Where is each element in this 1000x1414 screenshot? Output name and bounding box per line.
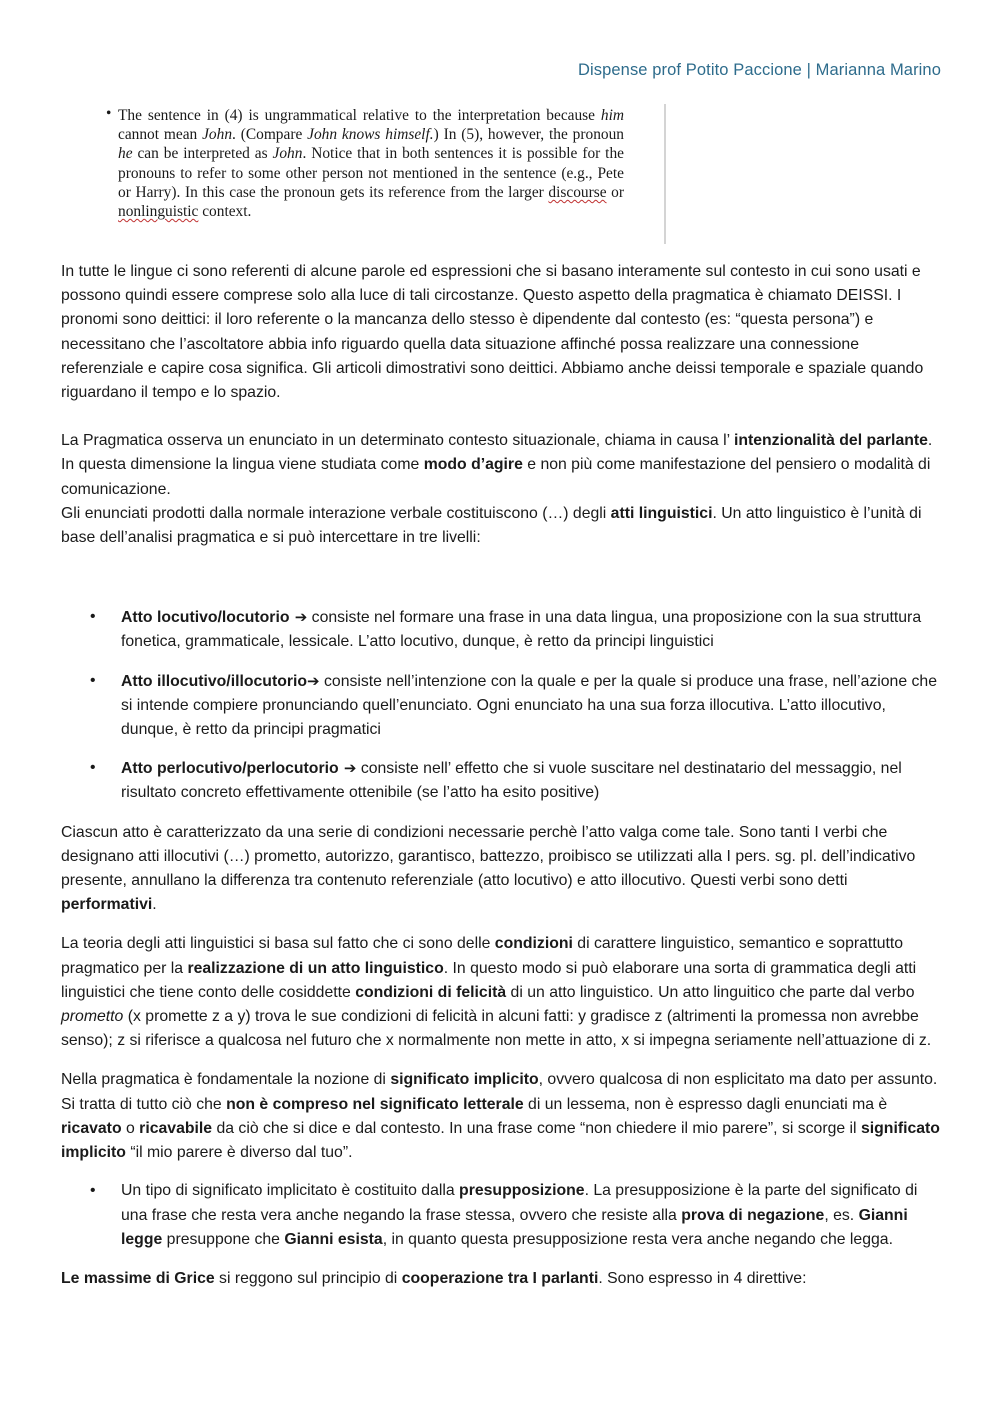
page-header: Dispense prof Potito Paccione | Marianna Marino: [577, 61, 941, 79]
list-item-presupposizione: • Un tipo di significato implicitato è costituito dalla presupposizione. La presupposizione è la parte del significato di una frase che resta vera anche negando la frase stessa, ovvero che resiste alla prova di negazione, es. Gianni legge presuppone che Gianni esista, in quanto questa presupposizione resta vera anche negando che legga.: [61, 1179, 941, 1252]
paragraph-deissi: In tutte le lingue ci sono referenti di alcune parole ed espressioni che si basano interamente sul contesto in cui sono usati e possono quindi essere comprese solo alla luce di tali circostanze. Questo aspetto della pragmatica è chiamato DEISSI. I pronomi sono deittici: il loro referente o la mancanza dello stesso è dipendente dal contesto (es: “questa persona”) e necessitano che l’ascoltatore abbia info riguardo quella data situazione affinché possa realizzare una connessione referenziale e capire cosa significa. Gli articoli dimostrativi sono deittici. Abbiamo anche deissi temporale e spaziale quando riguardano il tempo e lo spazio.: [61, 263, 924, 402]
paragraph-massime-grice: Le massime di Grice si reggono sul principio di cooperazione tra I parlanti. Sono espresso in 4 direttive:: [61, 1269, 807, 1287]
arrow-right-icon: ➔: [307, 671, 320, 690]
paragraph-pragmatica: La Pragmatica osserva un enunciato in un determinato contesto situazionale, chiama in causa l’ intenzionalità del parlante. In questa dimensione la lingua viene studiata come modo d’agire e non più come manifestazione del pensiero o modalità di comunicazione.: [61, 432, 933, 498]
paragraph-significato-implicito: Nella pragmatica è fondamentale la nozione di significato implicito, ovvero qualcosa di non esplicitato ma dato per assunto. Si tratta di tutto ciò che non è compreso nel significato letterale di un lessema, non è espresso dagli enunciati ma è ricavato o ricavabile da ciò che si dice e dal contesto. In una frase come “non chiedere il mio parere”, si scorge il significato implicito “il mio parere è diverso dal tuo”.: [61, 1071, 940, 1162]
list-item-atto-locutivo: • Atto locutivo/locutorio ➔ consiste nel formare una frase in una data lingua, una proposizione con la sua struttura fonetica, grammaticale, lessicale. L’atto locutivo, dunque, è retto da principi linguistici: [61, 605, 941, 654]
paragraph-performativi: Ciascun atto è caratterizzato da una serie di condizioni necessarie perchè l’atto valga come tale. Sono tanti I verbi che designano atti illocutivi (…) prometto, autorizzo, garantisco, battezzo, proibisco se utilizzati alla I pers. sg. pl. dell’indicativo presente, annullano la differenza tra contenuto referenziale (atto locutivo) e atto illocutivo. Questi verbi sono detti performativi.: [61, 823, 916, 914]
spellcheck-underline: discourse: [548, 183, 607, 201]
atti-list: [61, 605, 941, 805]
bullet: •: [90, 759, 96, 777]
bullet: •: [90, 671, 96, 689]
excerpt-text: The sentence in (4) is ungrammatical relative to the interpretation because him cannot mean John. (Compare John knows himself.) In (5), however, the pronoun he can be interpreted as John. Notice that in both sentences it is possible for the pronouns to refer to some other person not mentioned in the sentence (e.g., Pete or Harry). In this case the pronoun gets its reference from the larger discourse or nonlinguistic context.: [118, 107, 624, 221]
arrow-right-icon: ➔: [289, 608, 308, 627]
bullet: •: [90, 608, 96, 626]
presupposizione-list: [61, 1179, 941, 1252]
paragraph-atti-linguistici: Gli enunciati prodotti dalla normale interazione verbale costituiscono (…) degli atti linguistici. Un atto linguistico è l’unità di base dell’analisi pragmatica e si può intercettare in tre livelli:: [61, 504, 922, 547]
document-body: [61, 260, 941, 1291]
bullet: •: [90, 1182, 96, 1200]
spellcheck-underline: nonlinguistic: [118, 203, 199, 221]
paragraph-condizioni-felicita: La teoria degli atti linguistici si basa sul fatto che ci sono delle condizioni di carattere linguistico, semantico e soprattutto pragmatico per la realizzazione di un atto linguistico. In questo modo si può elaborare una sorta di grammatica degli atti linguistici che tiene conto delle cosiddette condizioni di felicità di un atto linguistico. Un atto linguitico che parte dal verbo prometto (x promette z a y) trova le sue condizioni di felicità in alcuni fatti: y gradisce z (altrimenti la promessa non avrebbe senso); z si riferisce a qualcosa nel futuro che x normalmente non mette in atto, x si impegna seriamente nell’attuazione di z.: [61, 935, 932, 1050]
list-item-atto-perlocutivo: • Atto perlocutivo/perlocutorio ➔ consiste nell’ effetto che si vuole suscitare nel destinatario del messaggio, nel risultato concreto effettivamente ottenibile (se l’atto ha esito positive): [61, 756, 941, 805]
excerpt-bullet: •: [106, 105, 112, 122]
list-item-atto-illocutivo: • Atto illocutivo/illocutorio➔ consiste nell’intenzione con la quale e per la quale si produce una frase, nell’azione che si intende compiere pronunciando quell’enunciato. Ogni enunciato ha una sua forza illocutiva. L’atto illocutivo, dunque, è retto da principi pragmatici: [61, 669, 941, 743]
arrow-right-icon: ➔: [338, 759, 357, 778]
english-excerpt-image: [106, 104, 666, 244]
